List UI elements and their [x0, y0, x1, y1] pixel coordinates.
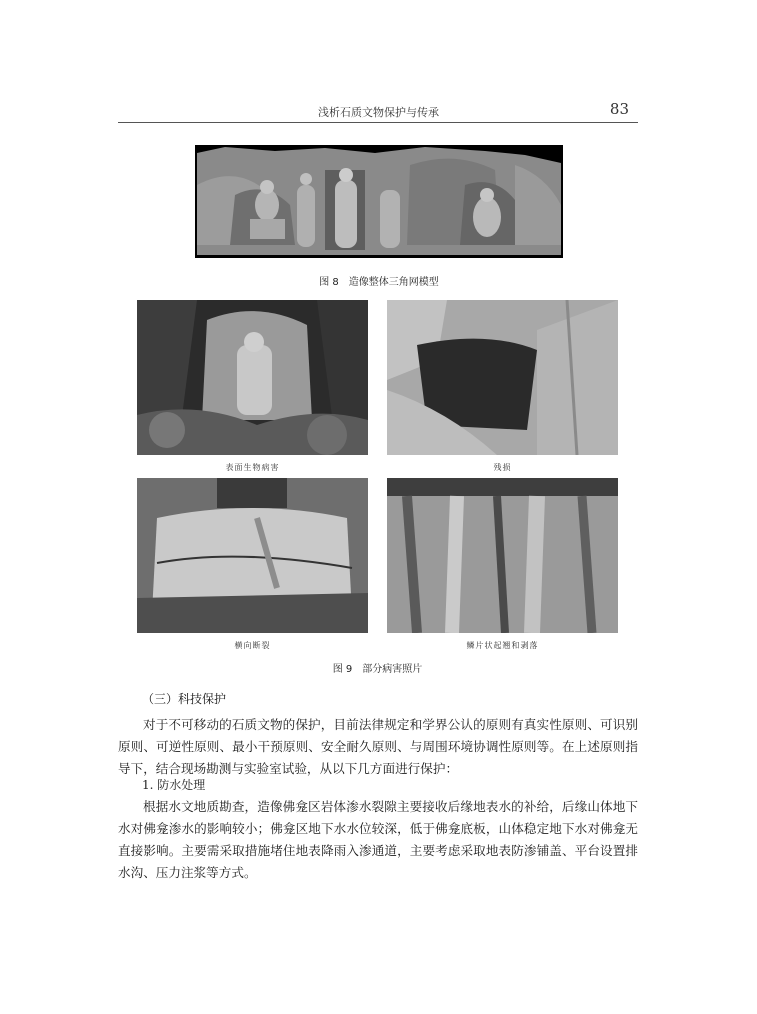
- figure9-caption: 图 9 部分病害照片: [332, 664, 423, 675]
- figure9-label-3: 横向断裂: [234, 641, 271, 650]
- figure9-label-4: 鳞片状起翘和剥落: [466, 641, 539, 650]
- running-header-title: 浅析石质文物保护与传承: [318, 106, 439, 119]
- page-number: 83: [609, 100, 629, 118]
- figure9-photo-surface-biological-damage: [137, 300, 368, 455]
- figure9-photo-transverse-fracture: [137, 478, 368, 633]
- paragraph-2: 根据水文地质勘查，造像佛龛区岩体渗水裂隙主要接收后缘地表水的补给，后缘山体地下水对佛龛渗水的影响较小；佛龛区地下水水位较深，低于佛龛底板，山体稳定地下水对佛龛无直接影响。主要需采取措施堵住地表降雨入渗通道，主要考虑采取地表防渗铺盖、平台设置排水沟、压力注浆等方式。: [118, 799, 638, 880]
- subheading-waterproofing: 1. 防水处理: [142, 778, 206, 792]
- figure9-label-2: 残损: [493, 463, 512, 472]
- figure9-photo-scaling-peeling: [387, 478, 618, 633]
- figure9-photo-damage: [387, 300, 618, 455]
- figure9-label-1: 表面生物病害: [225, 463, 280, 472]
- figure8-mesh-model-image: [195, 145, 563, 258]
- paragraph-1: 对于不可移动的石质文物的保护，目前法律规定和学界公认的原则有真实性原则、可识别原则、可逆性原则、最小干预原则、安全耐久原则、与周围环境协调性原则等。在上述原则指导下，结合现场勘测与实验室试验，从以下几方面进行保护：: [118, 717, 638, 776]
- figure8-caption: 图 8 造像整体三角网模型: [319, 277, 439, 288]
- section-heading: （三）科技保护: [142, 692, 227, 706]
- header-rule: [118, 122, 638, 123]
